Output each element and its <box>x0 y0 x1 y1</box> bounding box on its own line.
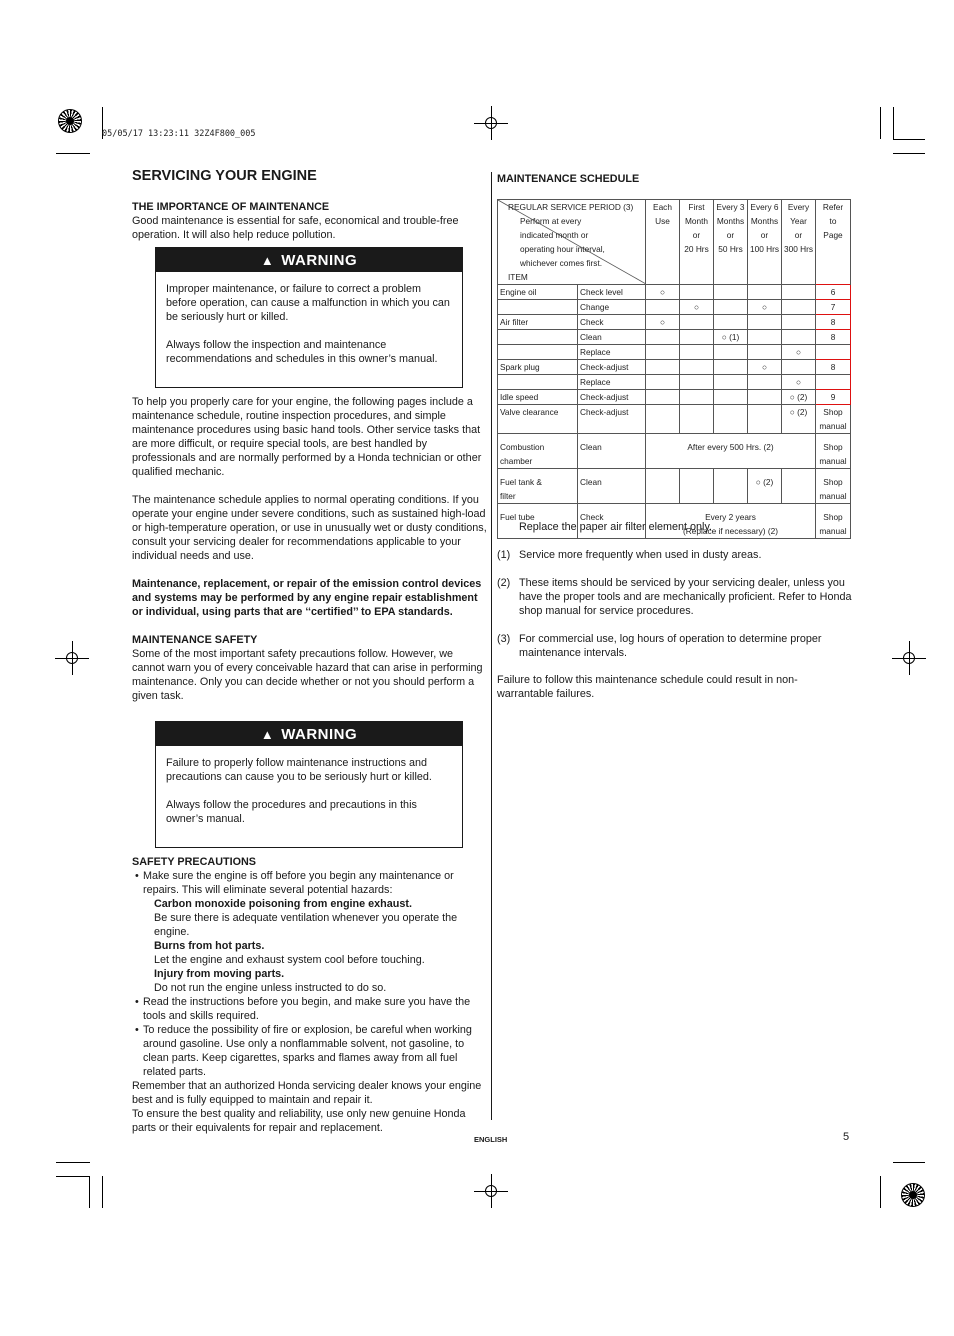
table-row: Combustion Clean After every 500 Hrs. (2) Shop <box>498 434 851 455</box>
hazard-co-text: Be sure there is adequate ventilation whenever you operate the engine. <box>154 912 458 938</box>
warning-triangle-icon: ▲ <box>260 252 275 268</box>
table-row: (Replace if necessary) (2) manual <box>498 524 851 539</box>
closing-parts: To ensure the best quality and reliability, use only new genuine Honda parts or their equivalents for repair and replacement. <box>132 1108 466 1134</box>
header-each-use: Each <box>646 200 680 215</box>
warning1-text-2: Always follow the inspection and maintenance recommendations and schedules in this owner’s manual. <box>166 339 438 365</box>
table-row: Fuel tank & Clean ○ (2) Shop <box>498 469 851 490</box>
table-row: Spark plug Check-adjust ○ 8 <box>498 360 851 375</box>
emission-notice: Maintenance, replacement, or repair of the emission control devices and systems may be performed by any engine repair establishment or individual, using parts that are ‘‘certified’’ to EPA standards. <box>132 578 482 618</box>
warning1-text: Improper maintenance, or failure to correct a problem before operation, can cause a malfunction in which you can be seriously hurt or killed. <box>166 283 450 323</box>
crosshair-right <box>898 647 920 669</box>
table-row: filter manual <box>498 489 851 504</box>
table-row: chamber manual <box>498 454 851 469</box>
table-row: Engine oil Check level ○ 6 <box>498 285 851 300</box>
page-ref-engine-oil-change: 7 <box>816 300 851 315</box>
failure-warning: Failure to follow this maintenance schedule could result in non-warrantable failures. <box>497 674 798 700</box>
bullet-read-instructions: • Read the instructions before you begin, and make sure you have the tools and skills required. <box>132 995 487 1023</box>
maintenance-safety-text: Some of the most important safety precautions follow. However, we cannot warn you of every conceivable hazard that can arise in performing maintenance. Only you can decide whether or not you should perform a given task. <box>132 648 483 702</box>
intro-paragraph: To help you properly care for your engine, the following pages include a maintenance schedule, routine inspection procedures, and simple maintenance procedures using basic hand tools. Other service tasks that are more difficult, or require special tools, are best handled by professionals and are normally performed by a Honda technician or other qualified mechanic. <box>132 396 482 478</box>
table-row: Clean ○ (1) 8 <box>498 330 851 345</box>
hazard-moving-title: Injury from moving parts. <box>154 968 285 980</box>
page-ref-engine-oil-check: 6 <box>816 285 851 300</box>
bullet-gasoline: • To reduce the possibility of fire or explosion, be careful when working around gasoline. Use only a nonflammable solvent, not gasoline, to clean parts. Keep cigarettes, sparks and flames away from all fuel related parts. <box>132 1023 487 1079</box>
schedule-notes <box>497 520 857 701</box>
hazard-co-title: Carbon monoxide poisoning from engine exhaust. <box>154 898 412 910</box>
item-label: ITEM <box>508 272 528 282</box>
page-ref-air-filter-check: 8 <box>816 315 851 330</box>
page-ref-air-filter-clean: 8 <box>816 330 851 345</box>
page-title: SERVICING YOUR ENGINE <box>132 168 317 184</box>
warning-box-2 <box>155 721 463 848</box>
table-row: manual <box>498 419 851 434</box>
page-ref-spark-plug: 8 <box>816 360 851 375</box>
warning-triangle-icon: ▲ <box>260 726 275 742</box>
page-number: 5 <box>843 1131 850 1143</box>
table-row: Fuel tube Check Every 2 years Shop <box>498 504 851 525</box>
header-every-3-months: Every 3 <box>714 200 748 215</box>
bullet-engine-off: • Make sure the engine is off before you begin any maintenance or repairs. This will eliminate several potential hazards: <box>132 869 487 897</box>
hazard-hot-text: Let the engine and exhaust system cool before touching. <box>154 954 425 966</box>
header-refer-page: Refer <box>816 200 851 215</box>
note-1: (1) Service more frequently when used in dusty areas. <box>497 549 762 561</box>
page-ref-idle-speed: 9 <box>816 390 851 405</box>
warning2-text: Failure to properly follow maintenance instructions and precautions can cause you to be seriously hurt or killed. <box>166 757 432 783</box>
header-every-6-months: Every 6 <box>748 200 782 215</box>
corner-cell <box>498 200 646 285</box>
precautions-heading: SAFETY PRECAUTIONS <box>132 856 256 868</box>
print-timestamp: 05/05/17 13:23:11 32Z4F800_005 <box>102 129 256 139</box>
header-every-year: Every <box>782 200 816 215</box>
maintenance-safety-heading: MAINTENANCE SAFETY <box>132 634 258 646</box>
service-period-label: REGULAR SERVICE PERIOD (3) Perform at every indicated month or operating hour interval, whichever comes first. <box>508 202 634 268</box>
warning-header: ▲ WARNING <box>156 722 462 746</box>
header-first-month: First <box>680 200 714 215</box>
table-row: Change ○ ○ 7 <box>498 300 851 315</box>
warning-header: ▲ WARNING <box>156 248 462 272</box>
note-3: (3) For commercial use, log hours of operation to determine proper maintenance intervals. <box>497 633 822 659</box>
importance-text: Good maintenance is essential for safe, economical and trouble-free operation. It will also help reduce pollution. <box>132 215 459 241</box>
crosshair-left <box>61 647 83 669</box>
maintenance-schedule-table: REGULAR SERVICE PERIOD (3) Perform at every indicated month or operating hour interval, whichever comes first. ITEM Each First Every 3 Every 6 Every Refer Use Month Months Months Year to or or or or Page 20 Hrs 50 Hrs 100 Hrs 300 Hrs Engine oil Check level ○ 6 Change ○ ○ 7 Air filter Check ○ 8 Clean ○ (1) 8 Replace ○ Spark plug Check-adjust ○ 8 Replace ○ Idle speed Check-adjust ○ (2) 9 Valve clearance Check-adjust ○ (2) Shop manual Combustion Clean After every 500 Hrs. (2) Shop chamber manual Fuel tank & Clean ○ (2) Shop filter manual Fuel tube Check Every 2 years Shop (Replace if necessary) (2) manual <box>497 199 851 539</box>
importance-section <box>132 200 487 242</box>
hazard-hot-title: Burns from hot parts. <box>154 940 265 952</box>
intro-section <box>132 395 487 703</box>
note-star: Replace the paper air filter element only. <box>519 521 713 533</box>
table-row: Valve clearance Check-adjust ○ (2) Shop <box>498 405 851 420</box>
hazard-moving-text: Do not run the engine unless instructed to do so. <box>154 982 387 994</box>
schedule-heading: MAINTENANCE SCHEDULE <box>497 173 640 185</box>
table-row: Air filter Check ○ 8 <box>498 315 851 330</box>
table-row: Replace ○ <box>498 345 851 360</box>
note-2: (2) These items should be serviced by your servicing dealer, unless you have the proper tools and are mechanically proficient. Refer to Honda shop manual for service procedures. <box>497 577 852 617</box>
table-row: Replace ○ <box>498 375 851 390</box>
warning-box-1 <box>155 247 463 388</box>
footer-language: ENGLISH <box>474 1135 508 1144</box>
table-header-row <box>498 200 851 215</box>
crosshair-top-center <box>480 112 502 134</box>
column-divider <box>491 172 492 1120</box>
crosshair-bottom-center <box>480 1180 502 1202</box>
closing-dealer: Remember that an authorized Honda servicing dealer knows your engine best and is fully equipped to maintain and repair it. <box>132 1080 482 1106</box>
importance-heading: THE IMPORTANCE OF MAINTENANCE <box>132 201 330 213</box>
conditions-paragraph: The maintenance schedule applies to normal operating conditions. If you operate your engine under severe conditions, such as sustained high-load or high-temperature operation, or use in unusually wet or dusty conditions, consult your servicing dealer for recommendations applicable to your individual needs and use. <box>132 494 487 562</box>
warning2-text-2: Always follow the procedures and precautions in this owner’s manual. <box>166 799 417 825</box>
precautions-section <box>132 855 487 1135</box>
table-row: Idle speed Check-adjust ○ (2) 9 <box>498 390 851 405</box>
